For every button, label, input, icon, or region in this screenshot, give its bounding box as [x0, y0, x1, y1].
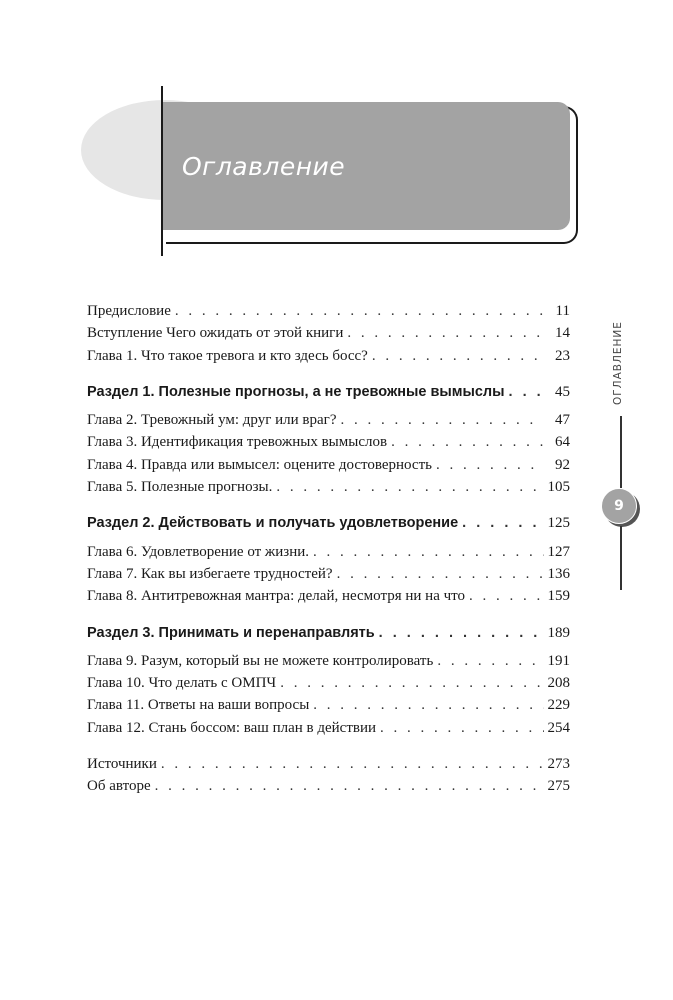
toc-entry-page: 11: [555, 303, 570, 319]
toc-entry[interactable]: [87, 778, 570, 800]
toc-entry-page: 47: [555, 412, 570, 429]
toc-entry[interactable]: [87, 434, 570, 456]
toc-entry[interactable]: [87, 544, 570, 566]
page-number-badge: 9: [601, 488, 637, 524]
toc-section-page: 45: [555, 383, 570, 400]
toc-entry[interactable]: [87, 325, 570, 347]
toc-entry-page: 136: [547, 565, 570, 582]
toc-entry-label: Глава 1. Что такое тревога и кто здесь босс?: [87, 347, 368, 364]
toc-entry-label: Вступление Чего ожидать от этой книги: [87, 325, 344, 342]
toc-section[interactable]: [87, 515, 570, 537]
toc-entry-label: Предисловие: [87, 303, 171, 319]
toc-entry-page: 208: [547, 675, 570, 692]
toc-entry[interactable]: [87, 697, 570, 719]
toc-entry[interactable]: [87, 653, 570, 675]
toc-entry-label: Глава 6. Удовлетворение от жизни.: [87, 543, 310, 560]
toc-entry-label: Глава 2. Тревожный ум: друг или враг?: [87, 412, 337, 429]
toc-entry-page: 275: [547, 778, 570, 795]
toc-section-label: Раздел 1. Полезные прогнозы, а не тревожные вымыслы: [87, 383, 505, 400]
toc-entry[interactable]: [87, 348, 570, 370]
toc-entry-label: Глава 8. Антитревожная мантра: делай, несмотря ни на что: [87, 588, 466, 605]
page-title: Оглавление: [182, 152, 346, 181]
toc-section[interactable]: [87, 384, 570, 406]
toc-section-label: Раздел 3. Принимать и перенаправлять: [87, 624, 375, 641]
side-rule-bottom: [620, 526, 622, 590]
toc-section-page: 189: [547, 624, 570, 641]
toc-entry[interactable]: [87, 303, 570, 325]
toc-entry-page: 14: [555, 325, 570, 342]
toc-entry-page: 64: [555, 434, 570, 451]
toc-entry-label: Глава 4. Правда или вымысел: оцените достоверность: [87, 456, 432, 473]
toc-entry-label: Об авторе: [87, 778, 151, 795]
toc-entry-page: 273: [547, 756, 570, 773]
toc-entry[interactable]: [87, 588, 570, 610]
toc-entry-label: Источники: [87, 756, 157, 773]
toc-entry-page: 254: [547, 719, 570, 736]
toc-entry[interactable]: [87, 457, 570, 479]
toc-entry[interactable]: [87, 412, 570, 434]
toc-entry-page: 105: [547, 479, 570, 496]
toc-entry-label: Глава 11. Ответы на ваши вопросы: [87, 697, 310, 714]
toc-section[interactable]: [87, 625, 570, 647]
toc-entry-page: 159: [547, 588, 570, 605]
toc-entry-label: Глава 10. Что делать с ОМПЧ: [87, 675, 277, 692]
toc-section-page: 125: [547, 515, 570, 532]
toc-entry-label: Глава 9. Разум, который вы не можете контролировать: [87, 652, 434, 669]
running-header-label: ОГЛАВЛЕНИЕ: [612, 321, 624, 405]
toc-entry[interactable]: [87, 756, 570, 778]
toc-entry[interactable]: [87, 479, 570, 501]
toc-entry-label: Глава 5. Полезные прогнозы.: [87, 479, 273, 496]
table-of-contents: [87, 303, 570, 801]
toc-entry[interactable]: [87, 675, 570, 697]
toc-entry-page: 229: [547, 697, 570, 714]
side-rule-top: [620, 416, 622, 488]
toc-entry-label: Глава 7. Как вы избегаете трудностей?: [87, 565, 333, 582]
title-divider: [161, 86, 163, 256]
toc-entry-page: 191: [547, 652, 570, 669]
toc-entry-page: 23: [555, 347, 570, 364]
toc-entry[interactable]: [87, 720, 570, 742]
toc-entry-page: 127: [547, 543, 570, 560]
toc-section-label: Раздел 2. Действовать и получать удовлетворение: [87, 515, 459, 532]
toc-entry[interactable]: [87, 566, 570, 588]
toc-entry-label: Глава 3. Идентификация тревожных вымыслов: [87, 434, 388, 451]
toc-entry-page: 92: [555, 456, 570, 473]
toc-entry-label: Глава 12. Стань боссом: ваш план в действии: [87, 719, 377, 736]
